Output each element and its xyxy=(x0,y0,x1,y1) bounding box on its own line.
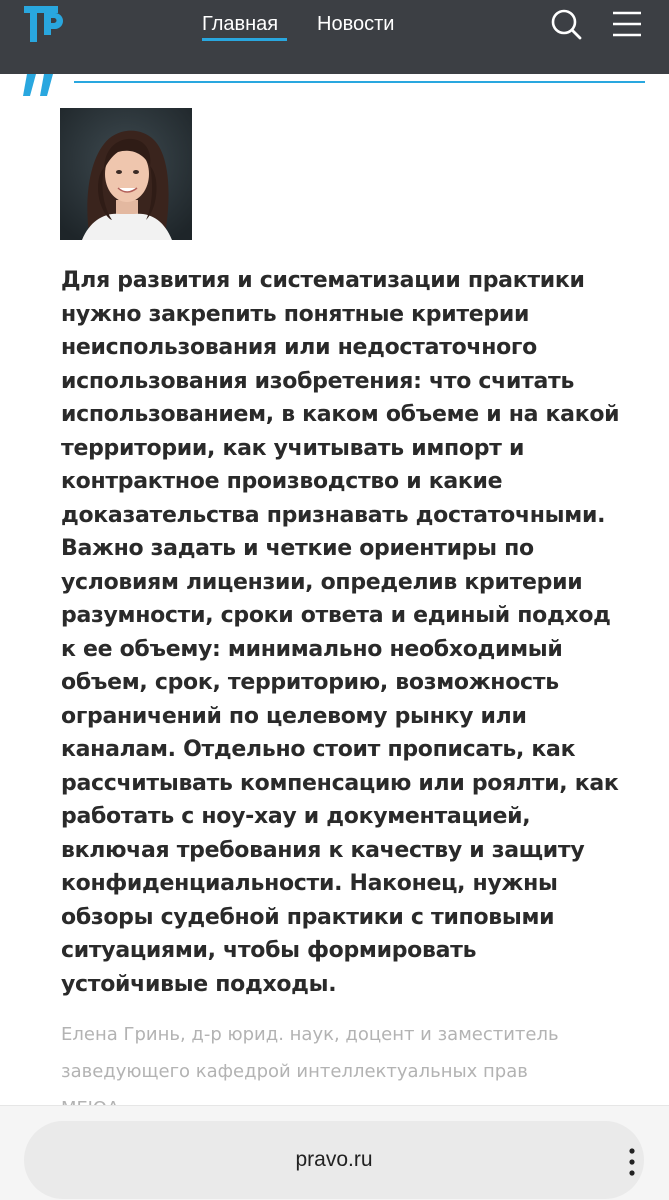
quote-line: работать с ноу-хау и документацией, xyxy=(61,804,531,829)
quote-line: неиспользования или недостаточного xyxy=(61,335,537,360)
quote-line: объем, срок, территорию, возможность xyxy=(61,670,559,695)
quote-line: Для развития и систематизации практики xyxy=(61,268,585,293)
quote-divider-line xyxy=(74,81,645,83)
search-icon[interactable] xyxy=(548,6,584,42)
quote-line: использованием, в каком объеме и на какой xyxy=(61,402,620,427)
hamburger-menu-icon[interactable] xyxy=(610,8,644,40)
quote-line: устойчивые подходы. xyxy=(61,971,337,997)
quote-line: включая требования к качеству и защиту xyxy=(61,837,585,863)
quote-line: доказательства признавать достаточными. xyxy=(61,502,606,528)
quote-attribution xyxy=(61,1016,631,1106)
top-navigation-bar xyxy=(0,0,669,74)
quote-line: ситуациями, чтобы формировать xyxy=(61,938,477,963)
quote-line: контрактное производство и какие xyxy=(61,469,503,494)
quote-line: разумности, сроки ответа и единый подход xyxy=(61,603,611,628)
quote-line: к ее объему: минимально необходимый xyxy=(61,636,563,662)
author-photo xyxy=(60,108,192,240)
quote-line: нужно закрепить понятные критерии xyxy=(61,301,530,327)
attribution-line: заведующего кафедрой интеллектуальных прав xyxy=(61,1061,528,1082)
nav-news-tab[interactable]: Новости xyxy=(317,13,395,35)
quote-line: конфиденциальности. Наконец, нужны xyxy=(61,871,558,896)
quote-mark-icon xyxy=(22,74,62,98)
quote-line: использования изобретения: что считать xyxy=(61,368,575,394)
quote-line: условиям лицензии, определив критерии xyxy=(61,569,583,595)
active-tab-indicator xyxy=(202,38,287,41)
url-field[interactable] xyxy=(24,1121,644,1199)
quote-line: Важно задать и четкие ориентиры по xyxy=(61,536,534,561)
quote-line: ограничений по целевому рынку или xyxy=(61,703,527,729)
nav-home-tab[interactable]: Главная xyxy=(202,13,279,35)
quote-line: каналам. Отдельно стоит прописать, как xyxy=(61,737,576,762)
browser-address-bar xyxy=(0,1105,669,1200)
more-vertical-icon[interactable] xyxy=(622,1145,642,1179)
quote-line: обзоры судебной практики с типовыми xyxy=(61,904,555,930)
pravo-logo-icon[interactable] xyxy=(24,6,64,42)
attribution-line: Елена Гринь, д-р юрид. наук, доцент и заместитель xyxy=(61,1024,559,1045)
url-text: pravo.ru xyxy=(295,1148,373,1171)
quote-line: рассчитывать компенсацию или роялти, как xyxy=(61,770,619,796)
quote-line: территории, как учитывать импорт и xyxy=(61,435,525,461)
quote-body xyxy=(61,264,621,1001)
